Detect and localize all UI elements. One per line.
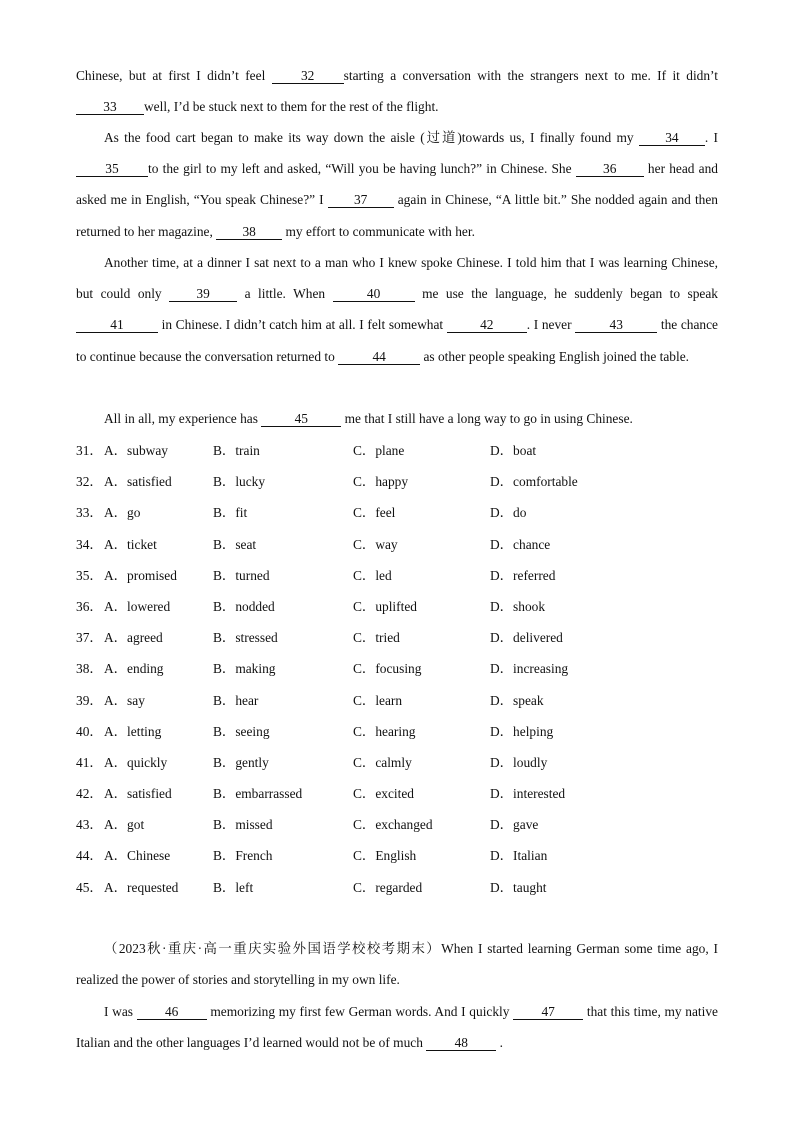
blank-46: 46 [137, 1004, 207, 1020]
text-run: Another time, at a dinner I sat next to a man who I knew spoke Chinese. I told him that I was learning Chinese, but could only [76, 255, 718, 302]
text-run: memorizing my first few German words. And I quickly [206, 1004, 514, 1019]
question-number: 40． [76, 723, 103, 739]
option-b: B．stressed [213, 630, 278, 646]
option-c: C．excited [353, 786, 414, 802]
option-d: D．taught [490, 879, 547, 895]
blank-48: 48 [426, 1035, 496, 1051]
option-d: D．comfortable [490, 474, 578, 490]
options-list [76, 435, 726, 903]
question-number: 44． [76, 848, 103, 864]
text-run: . I never [526, 317, 576, 333]
option-row-43 [76, 809, 726, 840]
text-run: a little. When [237, 286, 333, 302]
option-c: C．hearing [353, 723, 416, 739]
option-row-39 [76, 685, 726, 716]
option-b: B．hear [213, 692, 259, 708]
option-c: C．uplifted [353, 598, 417, 614]
option-row-45 [76, 872, 726, 903]
option-c: C．tried [353, 630, 400, 646]
text-run: as other people speaking English joined the table. [420, 348, 689, 364]
passage2-paragraph-1 [76, 996, 718, 1058]
option-row-33 [76, 497, 726, 528]
text-run: Chinese, but at first I didn’t feel [76, 68, 272, 83]
option-b: B．seeing [213, 723, 270, 739]
option-a: A．ending [104, 661, 164, 677]
option-a: A．letting [104, 723, 162, 739]
option-b: B．embarrassed [213, 786, 303, 802]
option-d: D．speak [490, 692, 544, 708]
option-b: B．lucky [213, 474, 266, 490]
option-d: D．interested [490, 786, 566, 802]
blank-36: 36 [576, 161, 644, 177]
text-run: me that I still have a long way to go in using Chinese. [341, 411, 633, 426]
option-c: C．led [353, 567, 392, 583]
option-row-38 [76, 653, 726, 684]
option-c: C．plane [353, 443, 405, 458]
blank-43: 43 [575, 317, 657, 333]
option-d: D．loudly [490, 754, 548, 770]
option-a: A．requested [104, 879, 179, 895]
text-run: All in all, my experience has [104, 411, 262, 426]
option-d: D．increasing [490, 661, 569, 677]
option-c: C．calmly [353, 754, 412, 770]
source-tag: （2023秋·重庆·高一重庆实验外国语学校校考期末） [104, 941, 442, 956]
question-number: 42． [76, 786, 103, 802]
option-b: B．French [213, 848, 273, 864]
question-number: 45． [76, 879, 103, 895]
option-b: B．missed [213, 817, 273, 833]
option-d: D．chance [490, 536, 551, 552]
option-b: B．turned [213, 567, 270, 583]
option-b: B．train [213, 443, 260, 458]
text-run: When I started learning German some time ago, I realized the power of stories and storytelling in my own life. [76, 941, 718, 988]
option-b: B．fit [213, 505, 248, 521]
text-run: well, I’d be stuck next to them for the rest of the flight. [144, 99, 439, 115]
blank-45: 45 [261, 411, 341, 427]
text-run: me use the language, he suddenly began to speak [414, 286, 718, 302]
blank-44: 44 [338, 349, 420, 365]
blank-40: 40 [333, 286, 415, 302]
option-a: A．go [104, 505, 141, 521]
blank-38: 38 [216, 224, 282, 240]
passage1-paragraph-3 [76, 247, 718, 372]
option-a: A．satisfied [104, 786, 172, 802]
option-c: C．focusing [353, 661, 422, 677]
option-d: D．referred [490, 567, 556, 583]
passage1-paragraph-1 [76, 60, 718, 122]
blank-34: 34 [639, 130, 705, 146]
option-d: D．helping [490, 723, 554, 739]
option-b: B．nodded [213, 598, 275, 614]
text-run: . I [704, 130, 718, 145]
text-run: again in Chinese, “A little bit.” She nodded again and then returned to her magazine, [76, 192, 718, 239]
blank-37: 37 [328, 192, 394, 208]
text-run: I was [104, 1004, 137, 1019]
text-run: to the girl to my left and asked, “Will you be having lunch?” in Chinese. She [148, 161, 576, 177]
option-d: D．Italian [490, 848, 548, 864]
text-run: that this time, my native Italian and the other languages I’d learned would not be of much [76, 1004, 718, 1051]
text-run: the chance to continue because the conversation returned to [76, 317, 719, 364]
text-run: As the food cart began to make its way down the aisle (过道)towards us, I finally found my [104, 130, 639, 145]
option-c: C．regarded [353, 879, 423, 895]
text-run: her head and asked me in English, “You speak Chinese?” I [76, 161, 718, 208]
blank-47: 47 [513, 1004, 583, 1020]
option-row-37 [76, 622, 726, 653]
question-number: 43． [76, 817, 103, 833]
option-a: A．say [104, 692, 145, 708]
option-c: C．way [353, 536, 398, 552]
option-c: C．happy [353, 474, 409, 490]
option-row-41 [76, 747, 726, 778]
option-row-36 [76, 591, 726, 622]
text-run: starting a conversation with the strangers next to me. If it didn’t [343, 68, 718, 83]
option-b: B．making [213, 661, 276, 677]
option-d: D．shook [490, 598, 546, 614]
option-d: D．boat [490, 443, 537, 458]
question-number: 41． [76, 754, 103, 770]
option-c: C．learn [353, 692, 403, 708]
option-row-31 [76, 435, 726, 466]
option-a: A．agreed [104, 630, 163, 646]
option-row-44 [76, 840, 726, 871]
question-number: 39． [76, 692, 103, 708]
question-number: 36． [76, 598, 103, 614]
option-row-40 [76, 716, 726, 747]
text-run: my effort to communicate with her. [282, 223, 475, 239]
option-a: A．got [104, 817, 145, 833]
question-number: 34． [76, 536, 103, 552]
question-number: 32． [76, 474, 103, 490]
option-d: D．do [490, 505, 527, 521]
blank-33: 33 [76, 99, 144, 115]
option-a: A．quickly [104, 754, 168, 770]
question-number: 31． [76, 443, 103, 458]
question-number: 35． [76, 567, 103, 583]
option-a: A．promised [104, 567, 177, 583]
option-row-42 [76, 778, 726, 809]
passage1-paragraph-2 [76, 122, 718, 247]
option-b: B．seat [213, 536, 257, 552]
passage2-intro [76, 933, 718, 995]
blank-35: 35 [76, 161, 148, 177]
option-row-34 [76, 529, 726, 560]
option-d: D．gave [490, 817, 539, 833]
option-b: B．left [213, 879, 254, 895]
option-b: B．gently [213, 754, 269, 770]
passage1-paragraph-4 [76, 403, 718, 434]
blank-32: 32 [272, 68, 344, 84]
question-number: 38． [76, 661, 103, 677]
question-number: 33． [76, 505, 103, 521]
option-a: A．ticket [104, 536, 157, 552]
question-number: 37． [76, 630, 103, 646]
option-a: A．subway [104, 443, 168, 458]
option-a: A．satisfied [104, 474, 172, 490]
option-d: D．delivered [490, 630, 563, 646]
blank-42: 42 [447, 317, 527, 333]
blank-39: 39 [169, 286, 237, 302]
text-run: in Chinese. I didn’t catch him at all. I felt somewhat [158, 317, 447, 333]
option-c: C．exchanged [353, 817, 433, 833]
option-a: A．Chinese [104, 848, 171, 864]
option-row-32 [76, 466, 726, 497]
text-run: . [496, 1035, 503, 1051]
option-row-35 [76, 560, 726, 591]
option-a: A．lowered [104, 598, 171, 614]
option-c: C．feel [353, 505, 396, 521]
option-c: C．English [353, 848, 417, 864]
blank-41: 41 [76, 317, 158, 333]
